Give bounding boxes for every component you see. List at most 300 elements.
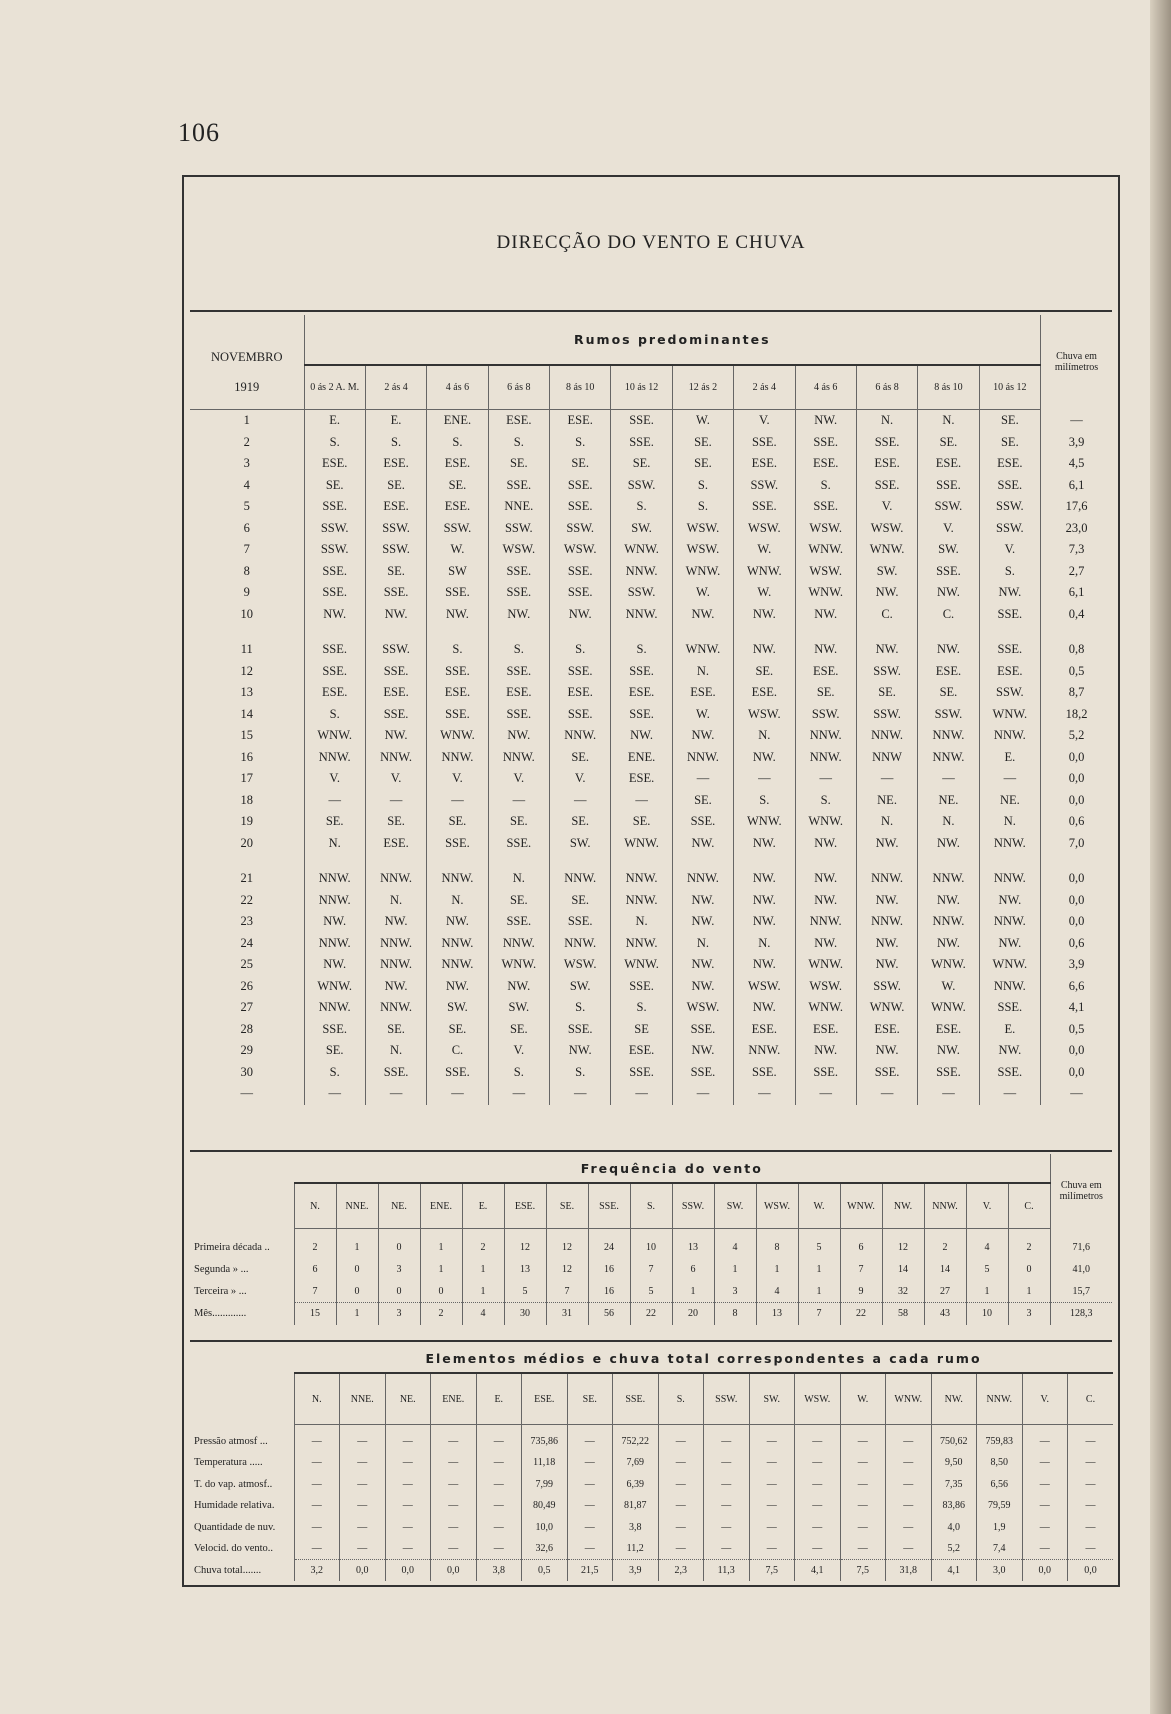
day-cell: 2 xyxy=(243,434,250,449)
table-row xyxy=(190,933,1112,955)
direction-cell: ESE. xyxy=(672,682,733,704)
year-header: 1919 xyxy=(190,365,304,410)
direction-cell: SE. xyxy=(672,432,733,454)
direction-cell: SE. xyxy=(365,1019,426,1041)
direction-cell: NNW. xyxy=(611,933,672,955)
frequency-cell: 2 xyxy=(294,1229,336,1259)
frequency-cell: 8 xyxy=(756,1229,798,1259)
direction-cell: SSE. xyxy=(488,475,549,497)
direction-cell: WSW. xyxy=(856,518,917,540)
direction-cell: SE. xyxy=(734,661,795,683)
direction-cell: ESE. xyxy=(488,682,549,704)
element-cell: — xyxy=(704,1452,750,1474)
direction-cell: SSE. xyxy=(550,1019,611,1041)
table-row xyxy=(190,1083,1112,1105)
rain-cell: 7,3 xyxy=(1041,539,1112,561)
direction-cell: WSW. xyxy=(795,518,856,540)
rain-header: Chuva em milímetros xyxy=(1050,1154,1112,1229)
direction-cell: NW. xyxy=(304,604,365,626)
direction-cell: NW. xyxy=(856,933,917,955)
column-header: SSW. xyxy=(672,1183,714,1229)
table-row xyxy=(190,704,1112,726)
direction-cell: NE. xyxy=(856,790,917,812)
element-cell: 4,0 xyxy=(931,1517,977,1539)
element-cell: — xyxy=(1068,1425,1114,1453)
direction-cell: NW. xyxy=(856,833,917,855)
frequency-cell: 10 xyxy=(630,1229,672,1259)
direction-cell: ESE. xyxy=(795,661,856,683)
direction-cell: SSE. xyxy=(427,833,488,855)
frequency-cell: 30 xyxy=(504,1303,546,1325)
direction-cell: SSW. xyxy=(795,704,856,726)
table-row xyxy=(190,954,1112,976)
direction-cell: SSE. xyxy=(488,704,549,726)
direction-cell: ESE. xyxy=(734,453,795,475)
direction-cell: NW. xyxy=(427,976,488,998)
direction-cell: SSE. xyxy=(365,1062,426,1084)
element-cell: 750,62 xyxy=(931,1425,977,1453)
direction-cell: SSE. xyxy=(304,561,365,583)
element-cell: — xyxy=(840,1538,886,1560)
direction-cell: S. xyxy=(427,625,488,661)
element-cell: — xyxy=(431,1452,477,1474)
direction-cell: NW. xyxy=(795,604,856,626)
direction-cell: S. xyxy=(427,432,488,454)
direction-cell: NW. xyxy=(672,833,733,855)
element-cell: — xyxy=(385,1517,431,1539)
direction-cell: ESE. xyxy=(611,682,672,704)
direction-cell: SSE. xyxy=(488,561,549,583)
direction-cell: SSW. xyxy=(365,518,426,540)
rain-cell: 6,1 xyxy=(1041,582,1112,604)
direction-cell: — xyxy=(304,790,365,812)
rain-cell: 8,7 xyxy=(1041,682,1112,704)
direction-cell: NW. xyxy=(365,976,426,998)
day-cell: 28 xyxy=(240,1021,253,1036)
column-header: SE. xyxy=(567,1373,613,1425)
direction-cell: WNW. xyxy=(856,539,917,561)
frequency-cell: 32 xyxy=(882,1281,924,1303)
direction-cell: ESE. xyxy=(611,768,672,790)
direction-cell: WNW. xyxy=(611,539,672,561)
rain-cell: 4,1 xyxy=(1041,997,1112,1019)
element-cell: 4,1 xyxy=(931,1560,977,1582)
column-header: 6 ás 8 xyxy=(488,365,549,410)
direction-cell: V. xyxy=(550,768,611,790)
direction-cell: NNW. xyxy=(304,933,365,955)
direction-cell: WNW. xyxy=(795,811,856,833)
direction-cell: NNE. xyxy=(488,496,549,518)
direction-cell: NNW. xyxy=(734,1040,795,1062)
rain-cell: 23,0 xyxy=(1041,518,1112,540)
direction-cell: SE. xyxy=(918,682,979,704)
direction-cell: S. xyxy=(550,625,611,661)
section-rule xyxy=(190,1150,1112,1152)
direction-cell: NNW. xyxy=(427,854,488,890)
direction-cell: — xyxy=(611,790,672,812)
direction-cell: NW. xyxy=(672,1040,733,1062)
table-row xyxy=(190,682,1112,704)
direction-cell: SSE. xyxy=(918,1062,979,1084)
direction-cell: SSW. xyxy=(856,661,917,683)
column-header: S. xyxy=(658,1373,704,1425)
direction-cell: WSW. xyxy=(672,539,733,561)
direction-cell: NNW. xyxy=(611,854,672,890)
element-cell: — xyxy=(658,1517,704,1539)
day-cell: 12 xyxy=(240,663,253,678)
direction-cell: SSE. xyxy=(550,496,611,518)
direction-cell: NNW. xyxy=(856,725,917,747)
frequency-cell: 1 xyxy=(966,1281,1008,1303)
rain-header: Chuva em milímetros xyxy=(1041,315,1112,410)
direction-cell: ESE. xyxy=(795,453,856,475)
direction-cell: SW. xyxy=(427,997,488,1019)
direction-cell: NE. xyxy=(918,790,979,812)
rain-cell: 0,0 xyxy=(1041,768,1112,790)
element-cell: — xyxy=(385,1474,431,1496)
direction-cell: — xyxy=(488,1083,549,1105)
element-cell: 759,83 xyxy=(977,1425,1023,1453)
element-cell: 11,2 xyxy=(613,1538,659,1560)
frequency-cell: 0 xyxy=(378,1229,420,1259)
direction-cell: SSE. xyxy=(734,432,795,454)
rain-cell: — xyxy=(1041,1083,1112,1105)
direction-cell: WNW. xyxy=(611,954,672,976)
direction-cell: SSE. xyxy=(427,661,488,683)
direction-cell: W. xyxy=(672,582,733,604)
frequency-cell: 20 xyxy=(672,1303,714,1325)
direction-cell: NW. xyxy=(672,890,733,912)
element-cell: 7,4 xyxy=(977,1538,1023,1560)
direction-cell: ESE. xyxy=(427,496,488,518)
direction-cell: SW. xyxy=(550,976,611,998)
direction-cell: NNW. xyxy=(979,854,1040,890)
direction-cell: — xyxy=(734,1083,795,1105)
direction-cell: ESE. xyxy=(427,682,488,704)
table-row xyxy=(190,604,1112,626)
direction-cell: N. xyxy=(734,933,795,955)
element-cell: 81,87 xyxy=(613,1495,659,1517)
direction-cell: NW. xyxy=(365,604,426,626)
direction-cell: WNW. xyxy=(611,833,672,855)
day-cell: — xyxy=(240,1086,253,1101)
column-header: NE. xyxy=(378,1183,420,1229)
column-header: 8 ás 10 xyxy=(918,365,979,410)
direction-cell: E. xyxy=(979,1019,1040,1041)
frequency-cell: 10 xyxy=(966,1303,1008,1325)
direction-cell: ESE. xyxy=(304,682,365,704)
frequency-cell: 12 xyxy=(546,1259,588,1281)
frequency-cell: 7 xyxy=(294,1281,336,1303)
day-cell: 29 xyxy=(240,1043,253,1058)
direction-cell: V. xyxy=(979,539,1040,561)
direction-cell: V. xyxy=(918,518,979,540)
direction-cell: NW. xyxy=(856,1040,917,1062)
direction-cell: SSE. xyxy=(918,561,979,583)
direction-cell: NNW. xyxy=(304,997,365,1019)
frequency-cell: 7 xyxy=(546,1281,588,1303)
direction-cell: WSW. xyxy=(550,539,611,561)
direction-cell: N. xyxy=(979,811,1040,833)
element-cell: — xyxy=(1022,1538,1068,1560)
direction-cell: SE. xyxy=(672,790,733,812)
day-cell: 21 xyxy=(240,871,253,886)
column-header: WSW. xyxy=(795,1373,841,1425)
direction-cell: SE. xyxy=(488,811,549,833)
element-cell: 0,0 xyxy=(1068,1560,1114,1582)
rain-cell: 15,7 xyxy=(1050,1281,1112,1303)
element-cell: — xyxy=(431,1517,477,1539)
direction-cell: NW. xyxy=(734,997,795,1019)
row-label: Quantidade de nuv. xyxy=(194,1521,276,1533)
element-cell: — xyxy=(476,1425,522,1453)
direction-cell: — xyxy=(550,1083,611,1105)
direction-cell: NW. xyxy=(734,890,795,912)
table-row xyxy=(190,1259,1112,1281)
rain-cell: 0,6 xyxy=(1041,933,1112,955)
column-header: WSW. xyxy=(756,1183,798,1229)
column-header: SE. xyxy=(546,1183,588,1229)
direction-cell: — xyxy=(856,768,917,790)
direction-cell: SSE. xyxy=(427,1062,488,1084)
element-cell: — xyxy=(658,1538,704,1560)
element-cell: 11,3 xyxy=(704,1560,750,1582)
rain-cell: 0,5 xyxy=(1041,661,1112,683)
element-cell: 79,59 xyxy=(977,1495,1023,1517)
table-row xyxy=(190,1281,1112,1303)
table-row xyxy=(190,1019,1112,1041)
table-row xyxy=(190,747,1112,769)
group-heading: Rumos predominantes xyxy=(304,315,1041,365)
rain-cell: 4,5 xyxy=(1041,453,1112,475)
table-row xyxy=(190,539,1112,561)
direction-cell: S. xyxy=(979,561,1040,583)
direction-cell: NW. xyxy=(427,604,488,626)
direction-cell: NNW. xyxy=(550,725,611,747)
direction-cell: SE. xyxy=(427,811,488,833)
frequency-cell: 4 xyxy=(756,1281,798,1303)
blank-cell xyxy=(190,1373,294,1425)
day-cell: 13 xyxy=(240,685,253,700)
direction-cell: SE. xyxy=(304,1040,365,1062)
direction-cell: N. xyxy=(488,854,549,890)
day-cell: 22 xyxy=(240,892,253,907)
direction-cell: SE. xyxy=(304,811,365,833)
frequency-cell: 1 xyxy=(672,1281,714,1303)
direction-cell: WNW. xyxy=(795,954,856,976)
element-cell: — xyxy=(658,1425,704,1453)
frequency-cell: 1 xyxy=(462,1281,504,1303)
table-row xyxy=(190,811,1112,833)
element-cell: — xyxy=(658,1452,704,1474)
direction-cell: SSE. xyxy=(488,911,549,933)
rain-cell: 18,2 xyxy=(1041,704,1112,726)
direction-cell: V. xyxy=(304,768,365,790)
direction-cell: N. xyxy=(304,833,365,855)
frequency-cell: 8 xyxy=(714,1303,756,1325)
direction-cell: NNW. xyxy=(918,747,979,769)
column-header: NNE. xyxy=(336,1183,378,1229)
direction-cell: C. xyxy=(427,1040,488,1062)
direction-cell: NNW. xyxy=(611,561,672,583)
direction-cell: ESE. xyxy=(734,682,795,704)
table-row xyxy=(190,661,1112,683)
direction-cell: N. xyxy=(856,410,917,432)
direction-cell: NNW. xyxy=(856,854,917,890)
direction-cell: ESE. xyxy=(856,1019,917,1041)
direction-cell: NW. xyxy=(550,1040,611,1062)
direction-cell: S. xyxy=(304,432,365,454)
element-cell: — xyxy=(294,1495,340,1517)
element-cell: — xyxy=(431,1538,477,1560)
direction-cell: E. xyxy=(979,747,1040,769)
frequency-cell: 2 xyxy=(1008,1229,1050,1259)
frequency-cell: 2 xyxy=(420,1303,462,1325)
direction-cell: S. xyxy=(611,496,672,518)
direction-cell: — xyxy=(672,768,733,790)
element-cell: — xyxy=(886,1425,932,1453)
table-frame xyxy=(182,175,1120,1587)
direction-cell: WNW. xyxy=(979,704,1040,726)
direction-cell: — xyxy=(979,1083,1040,1105)
direction-cell: NNW. xyxy=(304,890,365,912)
direction-cell: N. xyxy=(365,890,426,912)
element-cell: 11,18 xyxy=(522,1452,568,1474)
frequency-cell: 1 xyxy=(798,1281,840,1303)
day-cell: 10 xyxy=(240,606,253,621)
frequency-cell: 6 xyxy=(294,1259,336,1281)
column-header: C. xyxy=(1068,1373,1114,1425)
element-cell: 7,35 xyxy=(931,1474,977,1496)
element-cell: — xyxy=(886,1474,932,1496)
direction-cell: NNW. xyxy=(365,854,426,890)
direction-cell: NE. xyxy=(979,790,1040,812)
element-cell: — xyxy=(1068,1538,1114,1560)
direction-cell: SSW. xyxy=(427,518,488,540)
frequency-cell: 56 xyxy=(588,1303,630,1325)
direction-cell: NNW. xyxy=(918,911,979,933)
direction-cell: NW. xyxy=(734,747,795,769)
element-cell: 0,0 xyxy=(385,1560,431,1582)
direction-cell: SSW. xyxy=(856,976,917,998)
column-header: N. xyxy=(294,1183,336,1229)
day-cell: 8 xyxy=(243,563,250,578)
direction-cell: SSE. xyxy=(550,582,611,604)
direction-cell: N. xyxy=(734,725,795,747)
direction-cell: NW. xyxy=(734,954,795,976)
direction-cell: — xyxy=(795,768,856,790)
direction-cell: WSW. xyxy=(795,561,856,583)
direction-cell: NNW xyxy=(856,747,917,769)
element-cell: — xyxy=(567,1452,613,1474)
direction-cell: WNW. xyxy=(795,539,856,561)
direction-cell: SSE. xyxy=(550,704,611,726)
direction-cell: SSE. xyxy=(918,475,979,497)
table-row xyxy=(190,1425,1113,1453)
frequency-cell: 13 xyxy=(672,1229,714,1259)
element-cell: — xyxy=(340,1495,386,1517)
table-row xyxy=(190,1062,1112,1084)
direction-cell: W. xyxy=(672,410,733,432)
element-cell: — xyxy=(294,1452,340,1474)
column-header: NNW. xyxy=(977,1373,1023,1425)
direction-cell: ESE. xyxy=(611,1040,672,1062)
rain-cell: 0,4 xyxy=(1041,604,1112,626)
direction-cell: ESE. xyxy=(918,1019,979,1041)
direction-cell: SW. xyxy=(488,997,549,1019)
frequency-cell: 5 xyxy=(504,1281,546,1303)
rain-cell: 128,3 xyxy=(1050,1303,1112,1325)
direction-cell: WSW. xyxy=(672,518,733,540)
direction-cell: WNW. xyxy=(918,997,979,1019)
row-label: Chuva total....... xyxy=(194,1564,262,1576)
direction-cell: WNW. xyxy=(918,954,979,976)
direction-cell: WSW. xyxy=(672,997,733,1019)
direction-cell: NW. xyxy=(672,911,733,933)
element-cell: — xyxy=(567,1474,613,1496)
direction-cell: SSE. xyxy=(672,1062,733,1084)
direction-cell: NW. xyxy=(795,1040,856,1062)
direction-cell: S. xyxy=(734,790,795,812)
element-cell: — xyxy=(749,1452,795,1474)
element-cell: — xyxy=(431,1495,477,1517)
element-cell: — xyxy=(476,1538,522,1560)
direction-cell: SE. xyxy=(427,1019,488,1041)
column-header: 8 ás 10 xyxy=(550,365,611,410)
direction-cell: NW. xyxy=(734,833,795,855)
rain-cell: 0,0 xyxy=(1041,911,1112,933)
direction-cell: — xyxy=(427,790,488,812)
direction-cell: SSE. xyxy=(979,604,1040,626)
element-cell: — xyxy=(840,1425,886,1453)
rain-cell: 3,9 xyxy=(1041,954,1112,976)
direction-cell: — xyxy=(918,768,979,790)
direction-cell: ENE. xyxy=(611,747,672,769)
direction-cell: ESE. xyxy=(365,496,426,518)
direction-cell: NW. xyxy=(550,604,611,626)
direction-cell: NNW. xyxy=(672,747,733,769)
element-cell: — xyxy=(704,1538,750,1560)
direction-cell: — xyxy=(856,1083,917,1105)
column-header: N. xyxy=(294,1373,340,1425)
direction-cell: — xyxy=(795,1083,856,1105)
direction-cell: NW. xyxy=(918,1040,979,1062)
direction-cell: SSE. xyxy=(550,661,611,683)
day-cell: 23 xyxy=(240,914,253,929)
direction-cell: WNW. xyxy=(488,954,549,976)
element-cell: — xyxy=(886,1517,932,1539)
element-cell: — xyxy=(476,1452,522,1474)
frequency-cell: 5 xyxy=(630,1281,672,1303)
element-cell: 80,49 xyxy=(522,1495,568,1517)
element-cell: — xyxy=(385,1538,431,1560)
rain-cell: 0,0 xyxy=(1041,1062,1112,1084)
frequency-cell: 43 xyxy=(924,1303,966,1325)
direction-cell: NNW. xyxy=(427,933,488,955)
direction-cell: SE. xyxy=(611,811,672,833)
element-cell: — xyxy=(795,1474,841,1496)
direction-cell: SE. xyxy=(856,682,917,704)
element-cell: 4,1 xyxy=(795,1560,841,1582)
day-cell: 4 xyxy=(243,477,250,492)
direction-cell: NW. xyxy=(304,954,365,976)
direction-cell: NNW. xyxy=(488,747,549,769)
direction-cell: SSE. xyxy=(856,432,917,454)
column-header: ESE. xyxy=(522,1373,568,1425)
element-cell: — xyxy=(340,1474,386,1496)
element-cell: 31,8 xyxy=(886,1560,932,1582)
element-cell: 83,86 xyxy=(931,1495,977,1517)
